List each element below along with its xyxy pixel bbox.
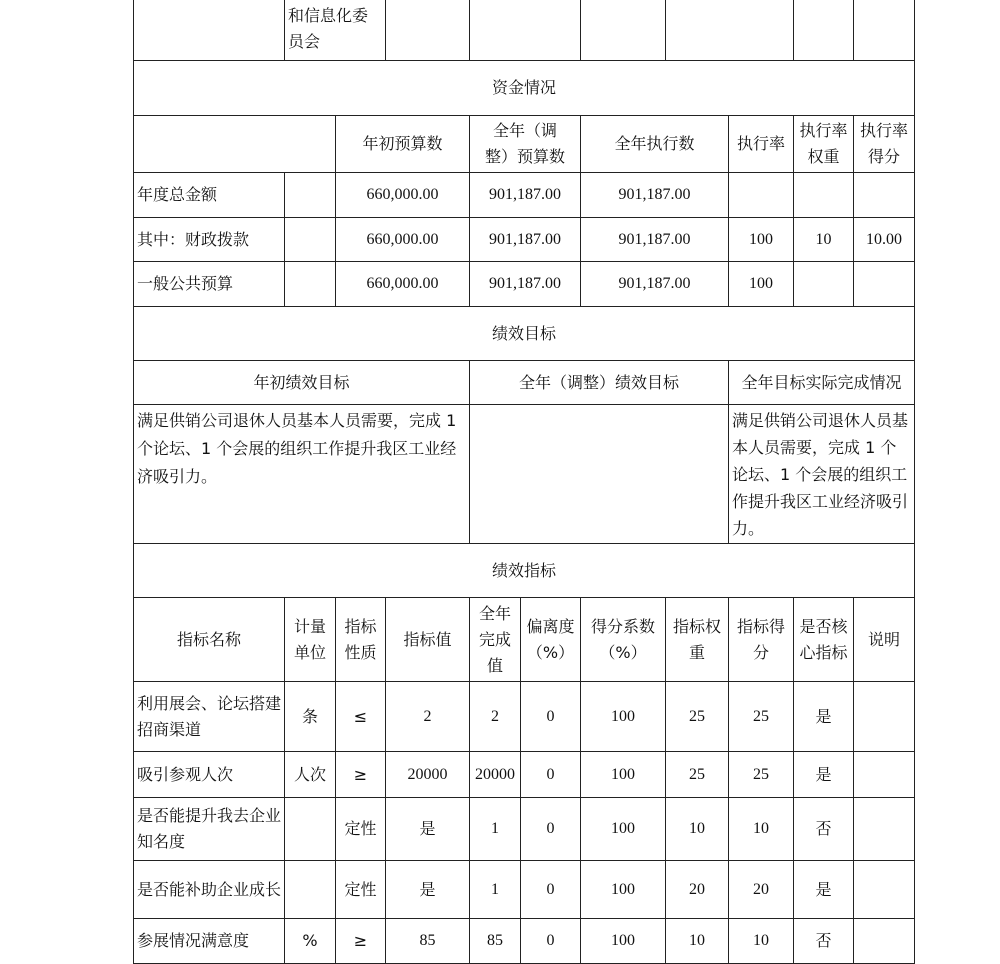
- indicator-unit: 人次: [293, 764, 326, 784]
- funding-initial: 660,000.00: [366, 230, 439, 248]
- indicator-coef: 100: [611, 880, 635, 898]
- indicator-unit: [285, 861, 335, 918]
- indicator-actual: 1: [491, 880, 499, 898]
- indicator-note: [854, 861, 914, 918]
- grid-line: [665, 0, 666, 60]
- indicator-nature: ≥: [353, 931, 368, 950]
- funding-rate: 100: [749, 275, 773, 292]
- adjusted-goal-text: [470, 405, 728, 543]
- indicator-name: 是否能补助企业成长: [137, 879, 282, 899]
- indicator-score: 10: [753, 932, 769, 949]
- indicator-nature: 定性: [344, 879, 377, 899]
- grid-line: [793, 0, 794, 60]
- indicator-unit: [285, 798, 335, 860]
- header-initial-goal: 年初绩效目标: [253, 372, 350, 392]
- funding-adjusted: 901,187.00: [489, 230, 561, 248]
- funding-row-label: 一般公共预算: [137, 274, 234, 293]
- header-indicator-name: 指标名称: [176, 629, 241, 649]
- indicator-weight: 10: [689, 820, 705, 837]
- indicator-weight: 10: [689, 932, 705, 949]
- header-core: 是否核心指标: [799, 616, 848, 662]
- funding-score: [854, 173, 914, 217]
- indicator-deviation: 0: [546, 707, 555, 725]
- indicator-nature: ≤: [353, 706, 368, 726]
- indicator-coef: 100: [611, 932, 635, 949]
- grid-line: [853, 0, 854, 60]
- indicator-coef: 100: [611, 707, 635, 725]
- indicator-score: 25: [753, 765, 769, 783]
- header-deviation: 偏离度（%）: [526, 616, 575, 662]
- indicator-weight: 25: [689, 765, 705, 783]
- indicator-note: [854, 752, 914, 797]
- funding-score: [854, 262, 914, 306]
- header-adjusted-budget: 全年（调整）预算数: [484, 121, 565, 166]
- indicator-note: [854, 919, 914, 963]
- indicator-actual: 20000: [475, 765, 515, 783]
- indicator-nature: 定性: [344, 819, 377, 838]
- funding-rate: [729, 173, 793, 217]
- header-unit: 计量单位: [293, 616, 326, 662]
- header-executed: 全年执行数: [614, 134, 695, 153]
- header-score: 指标得分: [736, 616, 785, 662]
- indicator-deviation: 0: [546, 765, 555, 783]
- indicator-note: [854, 798, 914, 860]
- indicator-nature: ≥: [353, 764, 368, 784]
- funding-adjusted: 901,187.00: [489, 275, 561, 292]
- indicator-weight: 20: [689, 880, 705, 898]
- indicator-core: 是: [815, 764, 832, 784]
- actual-goal-text: 满足供销公司退休人员基本人员需要，完成 1 个论坛、1 个会展的组织工作提升我区工业经济吸引力。: [732, 411, 909, 538]
- header-actual: 全年完成值: [478, 603, 511, 675]
- indicator-value: 2: [423, 707, 432, 725]
- indicator-deviation: 0: [546, 932, 555, 949]
- header-exec-rate: 执行率: [736, 134, 785, 153]
- funding-section-title: 资金情况: [491, 78, 556, 97]
- indicator-coef: 100: [611, 820, 635, 837]
- funding-weight: [794, 262, 853, 306]
- funding-row-label: 年度总金额: [137, 185, 218, 204]
- goals-section-title: 绩效目标: [491, 323, 556, 343]
- initial-goal-text: 满足供销公司退休人员基本人员需要，完成 1 个论坛、1 个会展的组织工作提升我区工业经济吸引力。: [137, 411, 457, 486]
- indicator-name: 利用展会、论坛搭建招商渠道: [137, 693, 282, 739]
- indicator-name: 吸引参观人次: [137, 764, 234, 784]
- indicator-core: 否: [815, 819, 832, 838]
- indicator-actual: 1: [491, 820, 499, 837]
- header-nature: 指标性质: [344, 616, 377, 662]
- indicator-name: 参展情况满意度: [137, 931, 250, 950]
- funding-row-label: 其中：财政拨款: [137, 229, 250, 249]
- grid-line: [284, 172, 285, 306]
- indicator-value: 是: [419, 819, 436, 838]
- indicator-coef: 100: [611, 765, 635, 783]
- funding-executed: 901,187.00: [618, 186, 691, 203]
- indicator-core: 是: [815, 706, 832, 726]
- grid-line: [469, 0, 470, 60]
- funding-executed: 901,187.00: [618, 230, 691, 248]
- funding-weight: 10: [815, 230, 832, 248]
- indicator-score: 20: [753, 880, 769, 898]
- funding-executed: 901,187.00: [618, 275, 691, 292]
- indicator-core: 是: [815, 879, 832, 899]
- indicator-weight: 25: [689, 707, 705, 725]
- header-exec-rate-weight: 执行率权重: [799, 121, 848, 166]
- indicator-note: [854, 682, 914, 751]
- grid-line: [385, 0, 386, 60]
- funding-initial: 660,000.00: [366, 186, 439, 203]
- funding-adjusted: 901,187.00: [489, 186, 561, 203]
- indicator-deviation: 0: [546, 880, 555, 898]
- funding-initial: 660,000.00: [366, 275, 439, 292]
- header-actual-completion: 全年目标实际完成情况: [741, 372, 902, 392]
- indicator-actual: 2: [491, 707, 499, 725]
- header-adjusted-goal: 全年（调整）绩效目标: [518, 372, 679, 392]
- header-weight: 指标权重: [672, 616, 721, 662]
- funding-rate: 100: [749, 230, 773, 248]
- indicator-value: 20000: [407, 765, 448, 783]
- indicator-unit: %: [302, 931, 318, 950]
- indicators-section-title: 绩效指标: [491, 560, 556, 580]
- header-exec-rate-score: 执行率得分: [859, 121, 908, 166]
- header-coef: 得分系数（%）: [590, 616, 655, 662]
- header-note: 说明: [867, 629, 900, 649]
- header-value: 指标值: [403, 629, 452, 649]
- indicator-score: 10: [753, 820, 769, 837]
- indicator-score: 25: [753, 707, 769, 725]
- indicator-name: 是否能提升我去企业知名度: [137, 806, 282, 851]
- funding-weight: [794, 173, 853, 217]
- grid-line: [580, 0, 581, 60]
- dept-name-fragment: 和信息化委员会: [288, 6, 369, 51]
- funding-score: 10.00: [866, 230, 902, 248]
- indicator-deviation: 0: [546, 820, 555, 837]
- indicator-value: 85: [419, 932, 436, 949]
- indicator-core: 否: [815, 931, 832, 950]
- indicator-value: 是: [419, 879, 436, 899]
- header-initial-budget: 年初预算数: [362, 134, 443, 153]
- indicator-actual: 85: [487, 932, 503, 949]
- indicator-unit: 条: [301, 706, 318, 726]
